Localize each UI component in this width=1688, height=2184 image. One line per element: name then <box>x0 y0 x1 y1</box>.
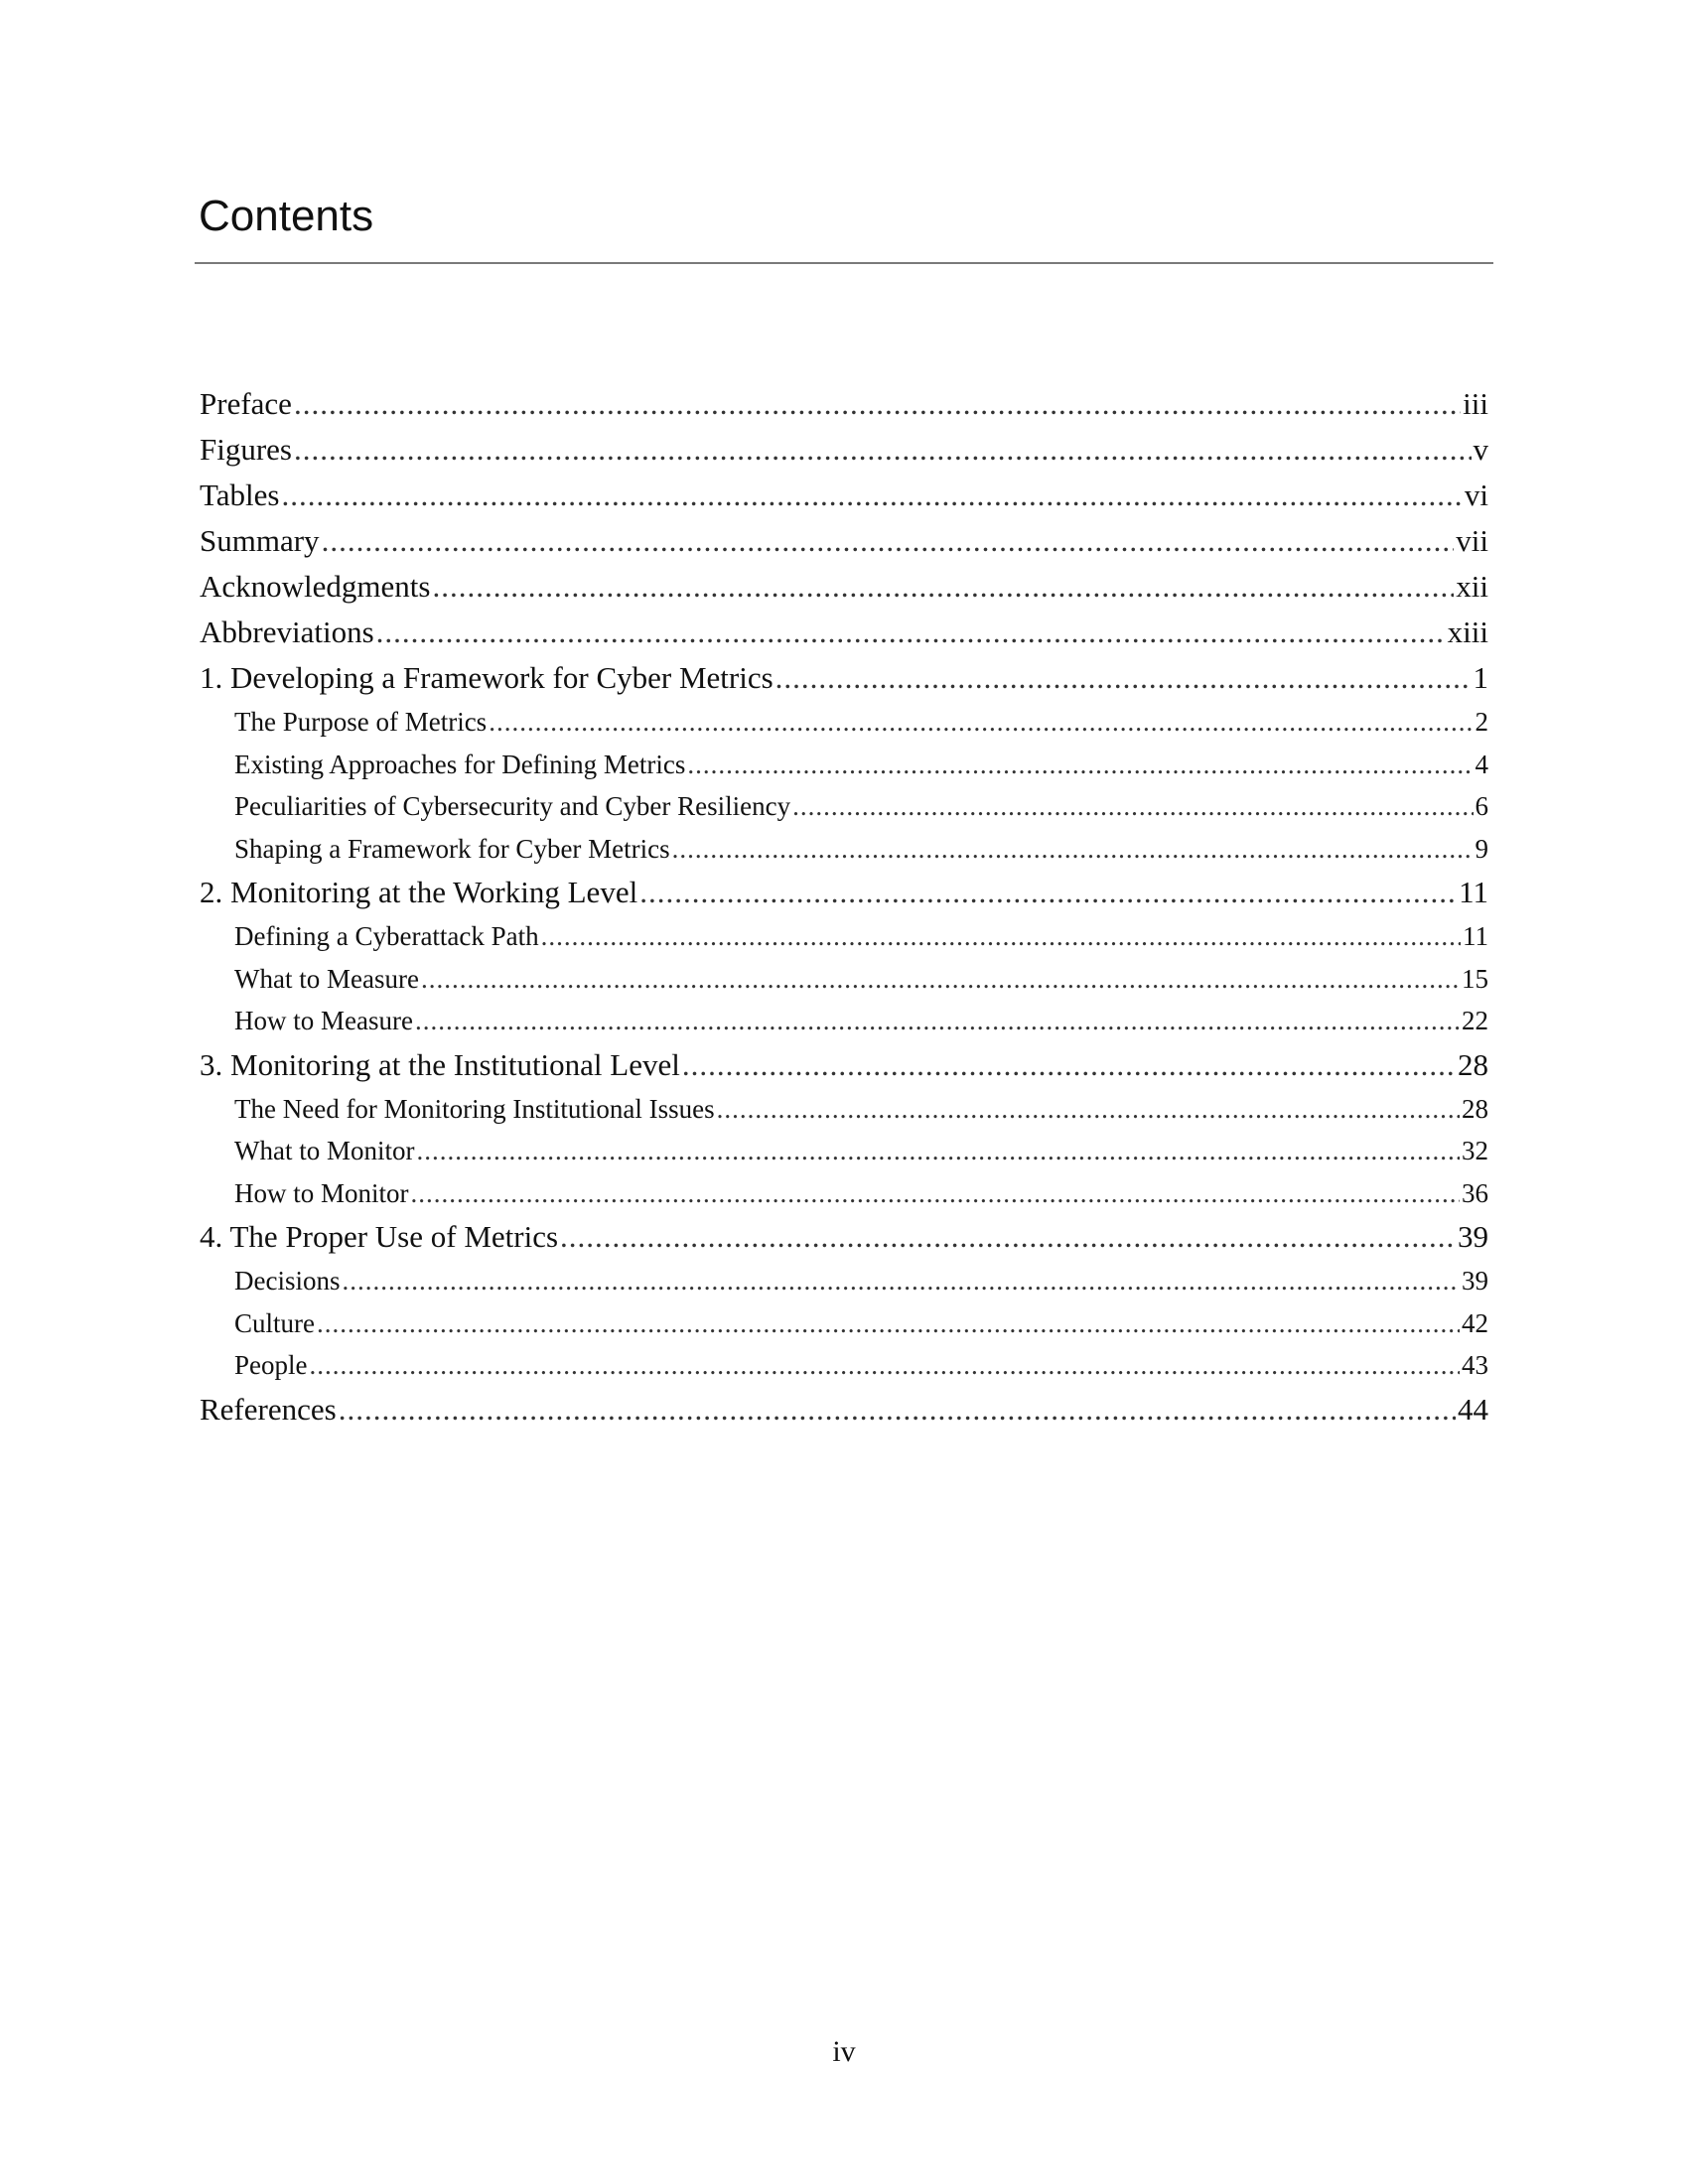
toc-entry-page: 28 <box>1462 1093 1488 1124</box>
toc-entry-page: 44 <box>1458 1391 1488 1427</box>
toc-entry-title: The Need for Monitoring Institutional Issues <box>234 1093 715 1124</box>
dot-leader <box>432 564 1454 610</box>
toc-entry-title: 1. Developing a Framework for Cyber Metrics <box>200 660 774 695</box>
toc-entry-title: 2. Monitoring at the Working Level <box>200 875 638 909</box>
dot-leader <box>294 381 1461 427</box>
toc-entry-what-to-measure[interactable] <box>200 958 1488 1001</box>
dot-leader <box>639 870 1457 915</box>
toc-entry-page: xii <box>1456 569 1488 604</box>
toc-entry-page: 42 <box>1462 1307 1488 1338</box>
toc-entry-title: Peculiarities of Cybersecurity and Cyber Resiliency <box>234 791 791 821</box>
dot-leader <box>682 1042 1456 1088</box>
toc-entry-page: vii <box>1456 523 1488 558</box>
page-title: Contents <box>199 192 374 240</box>
dot-leader <box>415 1000 1460 1042</box>
toc-entry-title: 3. Monitoring at the Institutional Level <box>200 1046 680 1082</box>
toc-entry-page: 39 <box>1458 1219 1488 1254</box>
table-of-contents <box>200 381 1488 1433</box>
toc-entry-page: vi <box>1464 478 1488 512</box>
dot-leader <box>541 915 1461 958</box>
toc-entry-page: 32 <box>1462 1136 1488 1165</box>
toc-entry-existing-approaches[interactable] <box>200 744 1488 786</box>
toc-entry-preface[interactable] <box>200 381 1488 427</box>
toc-entry-chapter-1[interactable] <box>200 655 1488 701</box>
toc-entry-purpose-of-metrics[interactable] <box>200 701 1488 744</box>
toc-entry-title: Preface <box>200 386 292 421</box>
dot-leader <box>560 1214 1456 1260</box>
dot-leader <box>310 1344 1461 1387</box>
toc-entry-title: Figures <box>200 432 292 467</box>
dot-leader <box>792 785 1473 828</box>
toc-entry-page: 6 <box>1475 791 1488 821</box>
toc-entry-title: Decisions <box>234 1266 341 1296</box>
toc-entry-need-for-monitoring[interactable] <box>200 1088 1488 1131</box>
toc-entry-title: How to Monitor <box>234 1177 409 1208</box>
toc-entry-page: 11 <box>1459 875 1488 909</box>
toc-entry-page: 43 <box>1462 1350 1488 1380</box>
toc-entry-page: 4 <box>1475 749 1488 779</box>
dot-leader <box>317 1302 1460 1345</box>
dot-leader <box>376 610 1446 655</box>
toc-entry-page: iii <box>1463 386 1488 421</box>
toc-entry-page: 36 <box>1462 1177 1488 1208</box>
toc-entry-what-to-monitor[interactable] <box>200 1130 1488 1172</box>
toc-entry-chapter-4[interactable] <box>200 1214 1488 1260</box>
toc-entry-peculiarities[interactable] <box>200 785 1488 828</box>
toc-entry-title: Culture <box>234 1307 315 1338</box>
toc-entry-title: Existing Approaches for Defining Metrics <box>234 749 686 779</box>
dot-leader <box>717 1088 1460 1131</box>
toc-entry-summary[interactable] <box>200 518 1488 564</box>
toc-entry-title: Abbreviations <box>200 614 374 649</box>
dot-leader <box>322 518 1455 564</box>
dot-leader <box>416 1130 1460 1172</box>
toc-entry-page: 28 <box>1458 1046 1488 1082</box>
toc-entry-decisions[interactable] <box>200 1260 1488 1302</box>
toc-entry-people[interactable] <box>200 1344 1488 1387</box>
toc-entry-title: People <box>234 1350 308 1380</box>
dot-leader <box>294 427 1472 473</box>
dot-leader <box>489 701 1473 744</box>
toc-entry-title: Defining a Cyberattack Path <box>234 921 539 951</box>
toc-entry-title: Summary <box>200 523 320 558</box>
toc-entry-chapter-2[interactable] <box>200 870 1488 915</box>
dot-leader <box>672 828 1474 871</box>
toc-entry-chapter-3[interactable] <box>200 1042 1488 1088</box>
toc-entry-page: 39 <box>1462 1266 1488 1296</box>
dot-leader <box>339 1387 1456 1433</box>
toc-entry-page: 1 <box>1473 660 1488 695</box>
toc-entry-title: The Purpose of Metrics <box>234 707 488 737</box>
toc-entry-cyberattack-path[interactable] <box>200 915 1488 958</box>
toc-entry-abbreviations[interactable] <box>200 610 1488 655</box>
toc-entry-page: v <box>1473 432 1488 467</box>
toc-entry-acknowledgments[interactable] <box>200 564 1488 610</box>
toc-entry-title: Shaping a Framework for Cyber Metrics <box>234 833 670 864</box>
toc-entry-title: 4. The Proper Use of Metrics <box>200 1219 559 1254</box>
toc-entry-title: How to Measure <box>234 1006 413 1035</box>
toc-entry-page: 9 <box>1475 833 1488 864</box>
dot-leader <box>342 1260 1460 1302</box>
toc-entry-references[interactable] <box>200 1387 1488 1433</box>
dot-leader <box>411 1172 1461 1215</box>
dot-leader <box>421 958 1460 1001</box>
toc-entry-page: 22 <box>1462 1006 1488 1035</box>
toc-entry-tables[interactable] <box>200 473 1488 518</box>
toc-entry-how-to-measure[interactable] <box>200 1000 1488 1042</box>
toc-entry-culture[interactable] <box>200 1302 1488 1345</box>
toc-entry-shaping-framework[interactable] <box>200 828 1488 871</box>
toc-entry-title: What to Monitor <box>234 1136 415 1165</box>
page-number: iv <box>832 2035 856 2068</box>
dot-leader <box>687 744 1473 786</box>
title-rule <box>195 262 1493 264</box>
dot-leader <box>775 655 1472 701</box>
toc-entry-page: 11 <box>1463 921 1488 951</box>
toc-entry-title: Acknowledgments <box>200 569 431 604</box>
toc-entry-title: What to Measure <box>234 963 419 994</box>
toc-entry-title: References <box>200 1391 337 1427</box>
toc-entry-how-to-monitor[interactable] <box>200 1172 1488 1215</box>
toc-entry-page: xiii <box>1447 614 1488 649</box>
toc-entry-page: 2 <box>1475 707 1488 737</box>
toc-entry-page: 15 <box>1462 963 1488 994</box>
dot-leader <box>281 473 1462 518</box>
toc-entry-title: Tables <box>200 478 280 512</box>
toc-entry-figures[interactable] <box>200 427 1488 473</box>
